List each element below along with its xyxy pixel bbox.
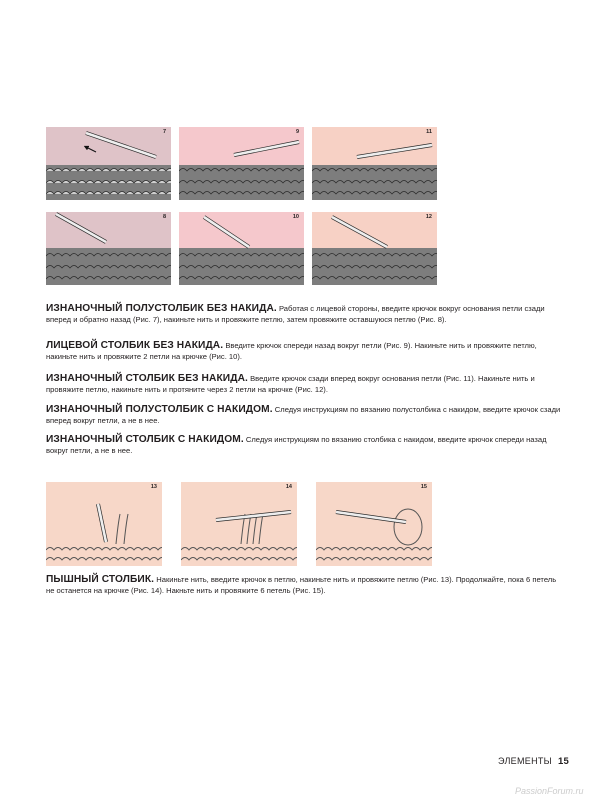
figure-number: 13 [150, 484, 157, 490]
page-number: 15 [557, 756, 570, 767]
figure-number: 8 [162, 214, 166, 220]
paragraph-puff-stitch [46, 574, 566, 596]
paragraph-body: Введите крючок спереди назад вокруг петли (Рис. 9). Накиньте нить и провяжите петлю, накиньте нить и провяжите 2 петли на крючке (Рис. 10). [46, 341, 537, 361]
crochet-illustration [181, 482, 297, 566]
paragraph-body: Следуя инструкциям по вязанию полустолбика с накидом, введите крючок сзади вперед вокруг петли, а не в нее. [46, 405, 561, 425]
figure-10 [179, 212, 304, 285]
figure-11 [312, 127, 437, 200]
figure-number: 14 [285, 484, 292, 490]
figure-14 [181, 482, 297, 566]
figure-15 [316, 482, 432, 566]
figure-8 [46, 212, 171, 285]
paragraph-heading: ЛИЦЕВОЙ СТОЛБИК БЕЗ НАКИДА. [46, 340, 224, 351]
figure-number: 9 [295, 129, 299, 135]
crochet-illustration [46, 127, 171, 200]
crochet-illustration [316, 482, 432, 566]
crochet-illustration [179, 212, 304, 285]
paragraph-heading: ИЗНАНОЧНЫЙ ПОЛУСТОЛБИК С НАКИДОМ. [46, 404, 273, 415]
paragraph-body: Работая с лицевой стороны, введите крючок вокруг основания петли сзади вперед и обратно назад (Рис. 7), накиньте нить и провяжите петлю, затем провяжите оставшуюся петлю (Рис. 8). [46, 304, 545, 324]
figure-number: 7 [162, 129, 166, 135]
figure-9 [179, 127, 304, 200]
figure-13 [46, 482, 162, 566]
figure-number: 11 [426, 129, 432, 135]
crochet-illustration [312, 127, 437, 200]
figure-7 [46, 127, 171, 200]
crochet-illustration [179, 127, 304, 200]
paragraph-front-post-dc [46, 340, 566, 362]
watermark: PassionForum.ru [515, 786, 584, 796]
paragraph-back-post-hdc [46, 404, 566, 426]
paragraph-heading: ПЫШНЫЙ СТОЛБИК. [46, 574, 155, 585]
page-footer [498, 756, 569, 767]
paragraph-heading: ИЗНАНОЧНЫЙ ПОЛУСТОЛБИК БЕЗ НАКИДА. [46, 303, 277, 314]
figure-12 [312, 212, 437, 285]
paragraph-body: Накиньте нить, введите крючок в петлю, накиньте нить и провяжите петлю (Рис. 13). Продолжайте, пока 6 петель не останется на крючке (Рис. 14). Накньте нить и провяжите 6 петель (Рис. 15). [46, 575, 557, 595]
figure-number: 15 [420, 484, 427, 490]
figure-number: 10 [292, 214, 299, 220]
paragraph-body: Следуя инструкциям по вязанию столбика с накидом, введите крючок спереди назад вокруг петли, а не в нее. [46, 435, 547, 455]
crochet-illustration [46, 482, 162, 566]
paragraph-heading: ИЗНАНОЧНЫЙ СТОЛБИК БЕЗ НАКИДА. [46, 373, 248, 384]
paragraph-back-post-dc [46, 373, 566, 395]
figure-number: 12 [425, 214, 432, 220]
crochet-illustration [46, 212, 171, 285]
paragraph-back-post-tr [46, 434, 566, 456]
section-name: ЭЛЕМЕНТЫ [498, 756, 552, 766]
paragraph-heading: ИЗНАНОЧНЫЙ СТОЛБИК С НАКИДОМ. [46, 434, 244, 445]
paragraph-body: Введите крючок сзади вперед вокруг основания петли (Рис. 11). Накиньте нить и провяжите петлю, накиньте нить и протяните через 2 петли на крючке (Рис. 12). [46, 374, 535, 394]
crochet-illustration [312, 212, 437, 285]
paragraph-front-post-sc [46, 303, 566, 325]
